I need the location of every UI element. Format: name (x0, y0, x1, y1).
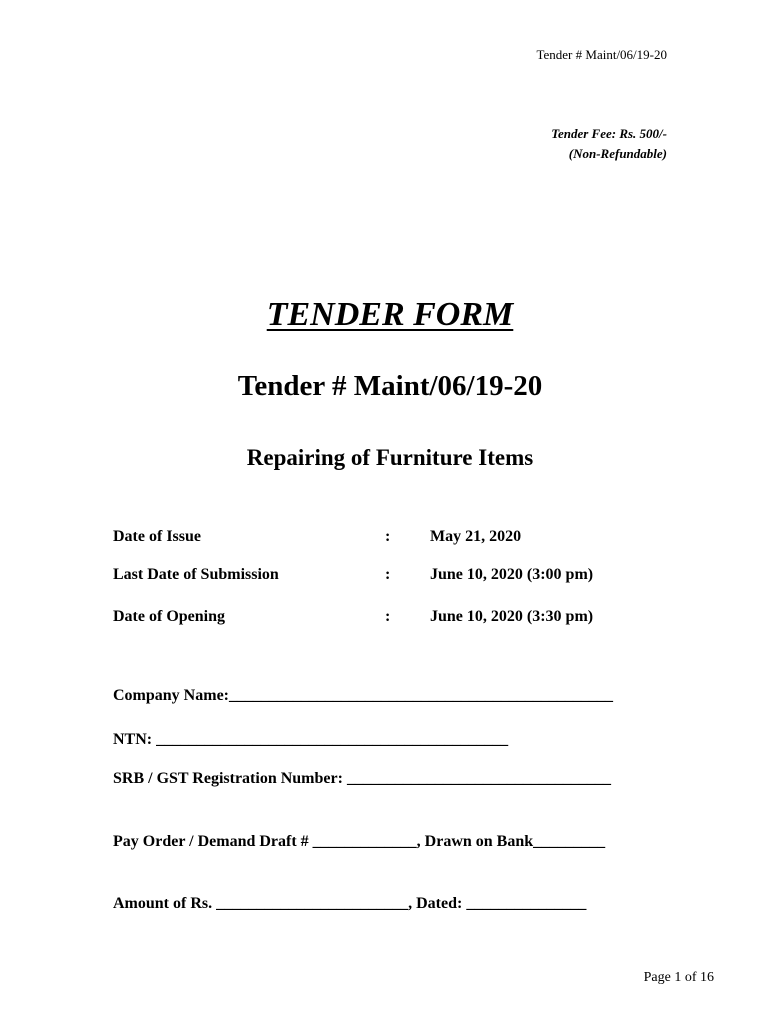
date-value: May 21, 2020 (430, 528, 522, 545)
date-of-issue-row (113, 528, 673, 550)
page-number: Page 1 of 16 (643, 970, 714, 985)
date-label: Last Date of Submission (113, 566, 279, 583)
date-of-opening-row (113, 608, 673, 630)
date-value: June 10, 2020 (3:30 pm) (430, 608, 594, 625)
date-separator: : (385, 608, 391, 625)
date-value: June 10, 2020 (3:00 pm) (430, 566, 594, 583)
tender-subject: Repairing of Furniture Items (246, 445, 534, 470)
ntn-field[interactable]: NTN: ____________________________________________ (113, 731, 509, 748)
last-date-of-submission-row (113, 566, 673, 588)
tender-number-heading: Tender # Maint/06/19-20 (237, 370, 543, 402)
tender-fee-block (551, 124, 667, 164)
amount-dated-field[interactable]: Amount of Rs. ________________________, Dated: _______________ (113, 895, 587, 912)
header-tender-reference: Tender # Maint/06/19-20 (536, 47, 667, 62)
document-title: TENDER FORM (266, 296, 514, 333)
date-label: Date of Issue (113, 528, 201, 545)
company-name-field[interactable]: Company Name:________________________________________________ (113, 687, 613, 704)
pay-order-demand-draft-field[interactable]: Pay Order / Demand Draft # _____________, Drawn on Bank_________ (113, 833, 606, 850)
date-separator: : (385, 566, 391, 583)
date-label: Date of Opening (113, 608, 225, 625)
srb-gst-registration-field[interactable]: SRB / GST Registration Number: _________________________________ (113, 770, 611, 787)
tender-fee-note: (Non-Refundable) (568, 146, 667, 161)
date-separator: : (385, 528, 391, 545)
tender-fee-amount: Tender Fee: Rs. 500/- (551, 126, 667, 141)
